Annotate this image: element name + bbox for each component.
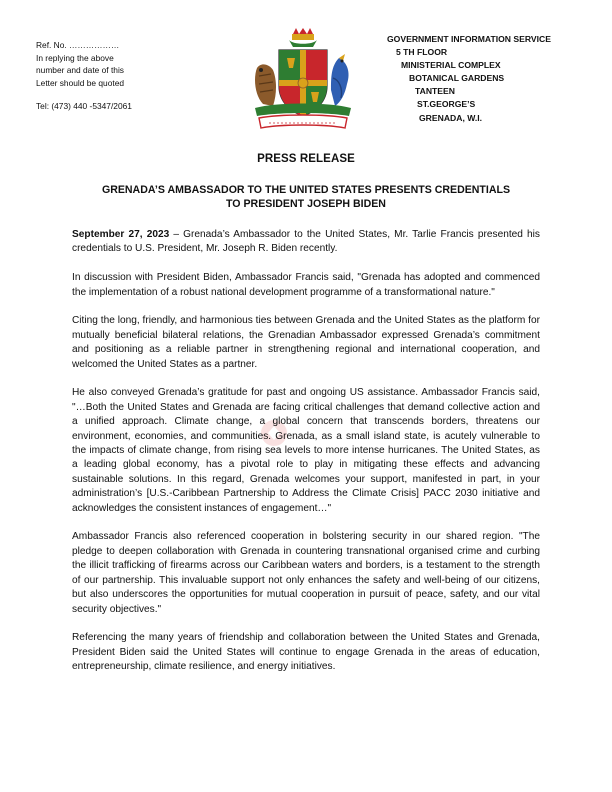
crest-left-supporter: [255, 64, 276, 106]
crest-ground: [255, 104, 351, 129]
headline-line: GRENADA’S AMBASSADOR TO THE UNITED STATES PRESENTS CREDENTIALS: [101, 184, 511, 196]
coat-of-arms-icon: [247, 28, 359, 134]
address-line: MINISTERIAL COMPLEX: [401, 60, 501, 71]
body-paragraph: Referencing the many years of friendship and collaboration between the United States and Grenada, President Biden said the United States will continue to engage Grenada in the areas of education, entrepreneurship, climate resilience, and energy initiatives.: [72, 632, 540, 673]
address-line: BOTANICAL GARDENS: [409, 73, 505, 84]
body-paragraph: He also conveyed Grenada’s gratitude for past and ongoing US assistance. Ambassador Francis said, "…Both the United States and Grenada are facing critical challenges that demand collective action and a unified approach. Climate change, a global concern that transcends borders, threatens our environment, economies, and communities. Grenada, as a small island state, is acutely vulnerable to the impacts of climate change, from rising sea levels to more intense hurricanes. The United States, as a leading global economy, has a pivotal role to play in mitigating these effects and advancing sustainable solutions. In this regard, Grenada welcomes your support, manifested in part, in your administration’s [U.S.-Caribbean Partnership to Address the Climate Crisis] PACC 2030 initiative and acknowledges the consistent instances of engagement…": [72, 387, 540, 514]
address-line: TANTEEN: [415, 86, 455, 97]
body-paragraph: In discussion with President Biden, Ambassador Francis said, "Grenada has adopted and commenced the implementation of a robust national development programme of a transformational nature.": [72, 272, 540, 298]
telephone-number: Tel: (473) 440 -5347/2061: [36, 101, 132, 111]
reference-number: Ref. No. ………………: [36, 40, 120, 50]
release-headline: [60, 183, 552, 211]
release-date: September 27, 2023: [72, 229, 170, 240]
lead-text: – Grenada’s Ambassador to the United States, Mr. Tarlie Francis presented his credentials to U.S. President, Mr. Joseph R. Biden recently.: [72, 229, 540, 255]
address-line: ST.GEORGE’S: [417, 99, 476, 110]
reply-note-line: In replying the above: [36, 52, 114, 63]
address-line: GRENADA, W.I.: [419, 112, 483, 123]
headline-line: TO PRESIDENT JOSEPH BIDEN: [226, 198, 386, 210]
crest-crown: [289, 28, 317, 47]
lead-paragraph: [72, 228, 540, 257]
crest-right-supporter: [331, 54, 349, 106]
address-line: GOVERNMENT INFORMATION SERVICE: [387, 34, 551, 44]
reference-block: [36, 39, 132, 113]
office-address-block: [380, 33, 580, 125]
body-paragraph: Citing the long, friendly, and harmonious ties between Grenada and the United States as the platform for mutually beneficial bilateral relations, the Grenadian Ambassador expressed Grenada’s commitment and positioning as a reliable partner in strengthening regional and international cooperation, and welcomed the United States as a partner.: [72, 315, 540, 370]
release-body: [72, 228, 540, 689]
address-line: 5 TH FLOOR: [396, 47, 448, 58]
press-release-label: PRESS RELEASE: [257, 153, 355, 165]
reply-note-line: number and date of this: [36, 65, 124, 75]
body-paragraph: Ambassador Francis also referenced cooperation in bolstering security in our shared region. "The pledge to deepen collaboration with Grenada in countering transnational organised crime and curbing the illicit trafficking of firearms across our Caribbean waters and borders, is a testament to the strength of our partnership. This invaluable support not only enhances the safety and well-being of our citizens, but also underscores the opportunities for mutual cooperation in pursuit of peace, safety, and our vital security objectives.": [72, 531, 540, 615]
reply-note-line: Letter should be quoted: [36, 77, 125, 88]
